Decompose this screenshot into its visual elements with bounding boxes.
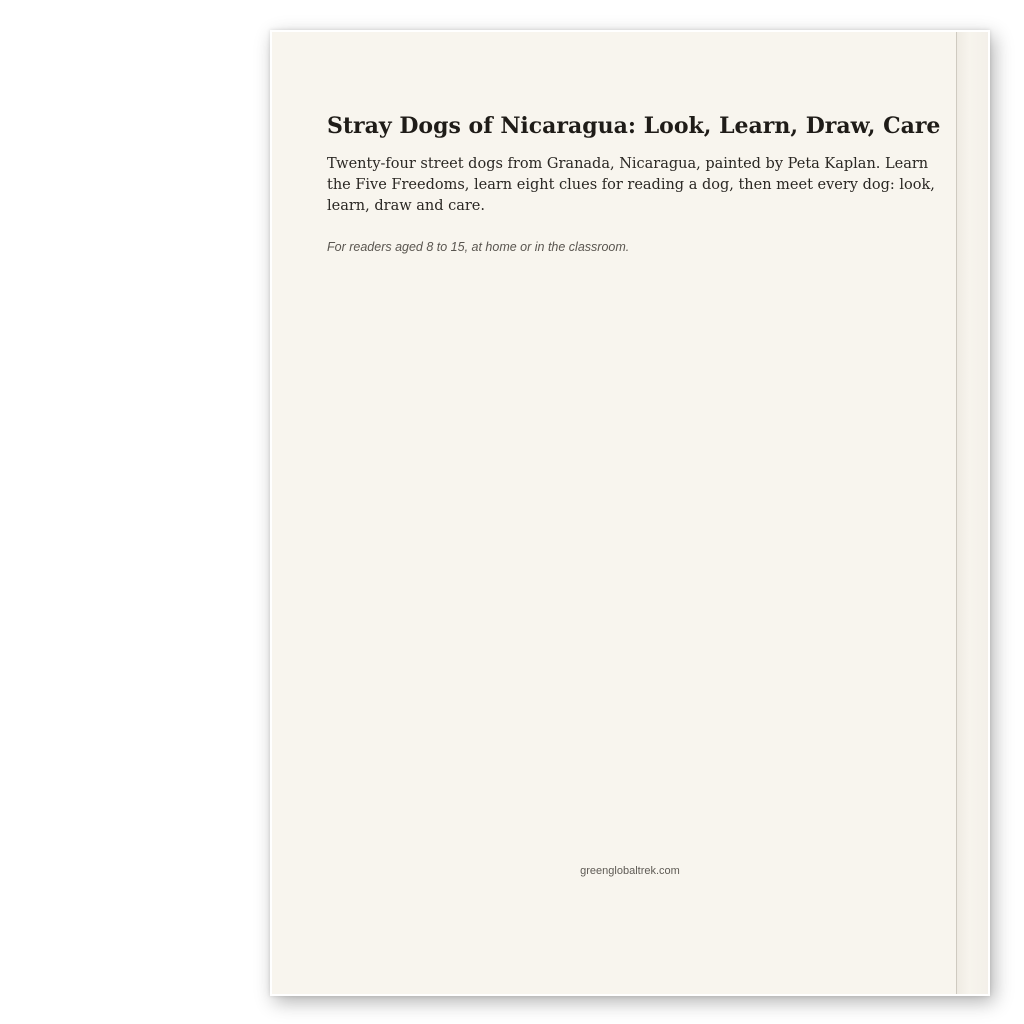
book-cover xyxy=(272,32,988,994)
page-edge-shade xyxy=(957,32,988,994)
website-footer: greenglobaltrek.com xyxy=(580,865,680,877)
audience-note: For readers aged 8 to 15, at home or in the classroom. xyxy=(327,240,630,254)
book-title: Stray Dogs of Nicaragua: Look, Learn, Draw, Care xyxy=(327,113,941,139)
book-description: Twenty-four street dogs from Granada, Nicaragua, painted by Peta Kaplan. Learn the Five Freedoms, learn eight clues for reading a dog, then meet every dog: look, learn, draw and care. xyxy=(327,156,935,214)
page-edge-line xyxy=(956,32,957,994)
